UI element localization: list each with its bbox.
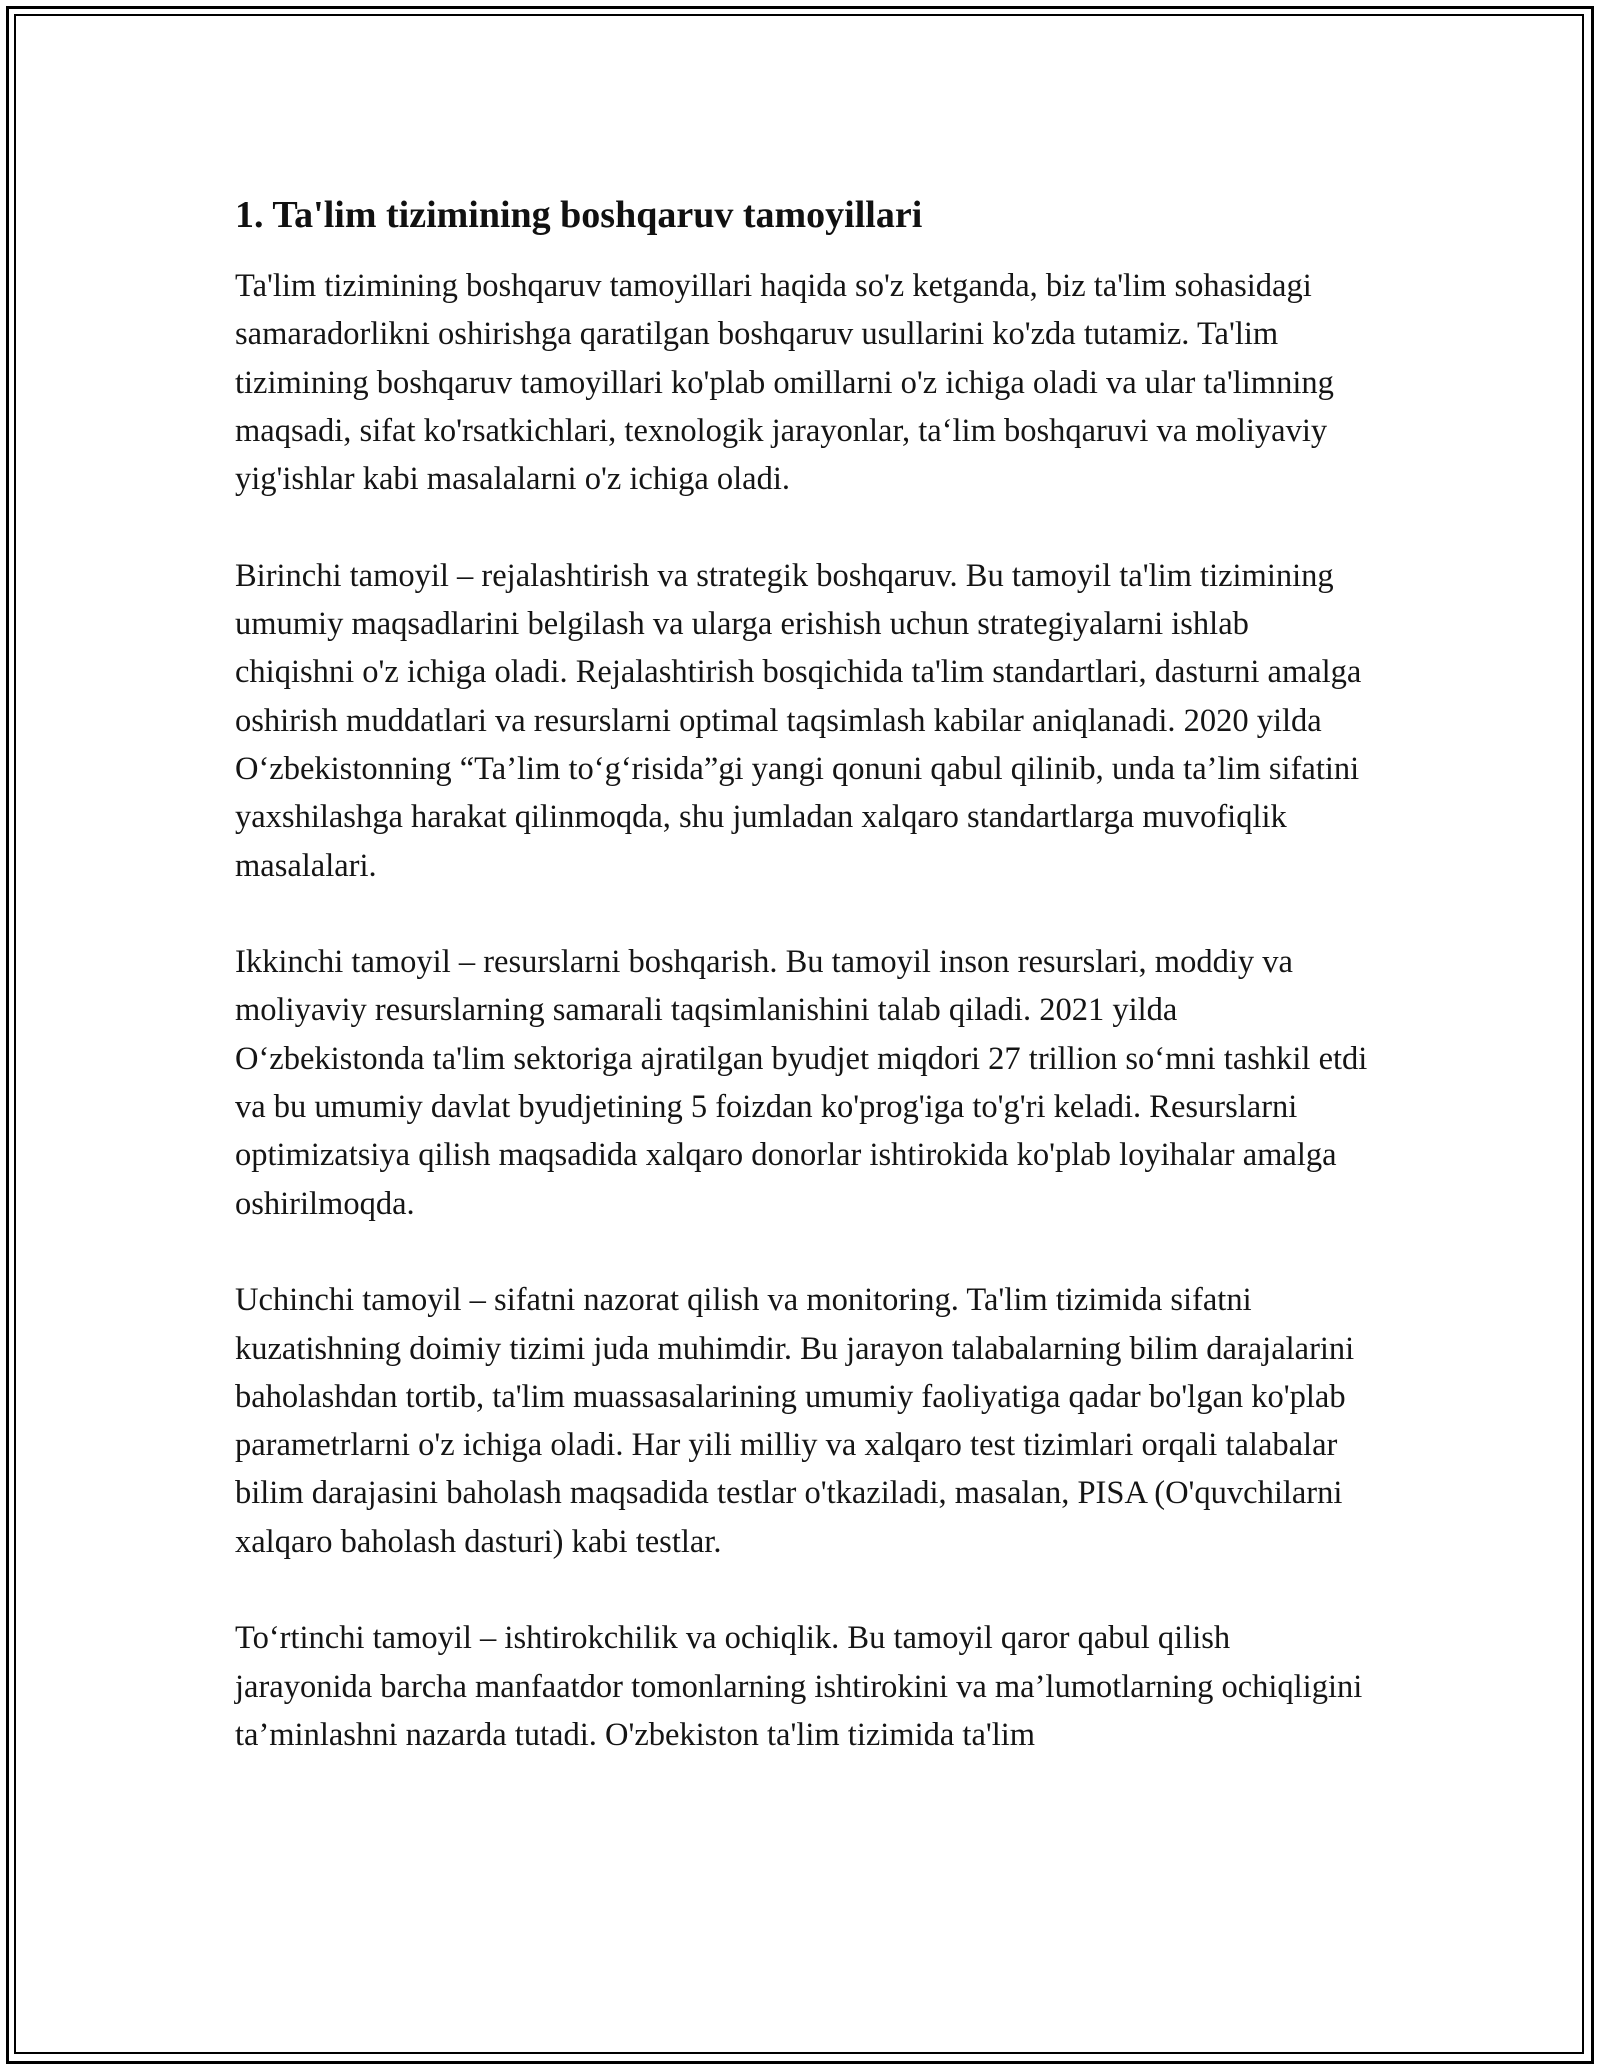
document-page (235, 190, 1370, 1808)
paragraph-second-principle: Ikkinchi tamoyil – resurslarni boshqarish. Bu tamoyil inson resurslari, moddiy va moliyaviy resurslarning samarali taqsimlanishini talab qiladi. 2021 yilda O‘zbekistonda ta'lim sektoriga ajratilgan byudjet miqdori 27 trillion so‘mni tashkil etdi va bu umumiy davlat byudjetining 5 foizdan ko'prog'iga to'g'ri keladi. Resurslarni optimizatsiya qilish maqsadida xalqaro donorlar ishtirokida ko'plab loyihalar amalga oshirilmoqda. (235, 944, 1368, 1222)
paragraph-first-principle: Birinchi tamoyil – rejalashtirish va strategik boshqaruv. Bu tamoyil ta'lim tizimining umumiy maqsadlarini belgilash va ularga erishish uchun strategiyalarni ishlab chiqishni o'z ichiga oladi. Rejalashtirish bosqichida ta'lim standartlari, dasturni amalga oshirish muddatlari va resurslarni optimal taqsimlash kabilar aniqlanadi. 2020 yilda O‘zbekistonning “Ta’lim to‘g‘risida”gi yangi qonuni qabul qilinib, unda ta’lim sifatini yaxshilashga harakat qilinmoqda, shu jumladan xalqaro standartlarga muvofiqlik masalalari. (235, 557, 1362, 884)
section-heading: 1. Ta'lim tizimining boshqaruv tamoyillari (235, 194, 923, 236)
paragraph-fourth-principle: To‘rtinchi tamoyil – ishtirokchilik va ochiqlik. Bu tamoyil qaror qabul qilish jarayonida barcha manfaatdor tomonlarning ishtirokini va ma’lumotlarning ochiqligini ta’minlashni nazarda tutadi. O'zbekiston ta'lim tizimida ta'lim (235, 1620, 1363, 1753)
paragraph-third-principle: Uchinchi tamoyil – sifatni nazorat qilish va monitoring. Ta'lim tizimida sifatni kuzatishning doimiy tizimi juda muhimdir. Bu jarayon talabalarning bilim darajalarini baholashdan tortib, ta'lim muassasalarining umumiy faoliyatiga qadar bo'lgan ko'plab parametrlarni o'z ichiga oladi. Har yili milliy va xalqaro test tizimlari orqali talabalar bilim darajasini baholash maqsadida testlar o'tkaziladi, masalan, PISA (O'quvchilarni xalqaro baholash dasturi) kabi testlar. (235, 1282, 1355, 1560)
paragraph-intro: Ta'lim tizimining boshqaruv tamoyillari haqida so'z ketganda, biz ta'lim sohasidagi samaradorlikni oshirishga qaratilgan boshqaruv usullarini ko'zda tutamiz. Ta'lim tizimining boshqaruv tamoyillari ko'plab omillarni o'z ichiga oladi va ular ta'limning maqsadi, sifat ko'rsatkichlari, texnologik jarayonlar, ta‘lim boshqaruvi va moliyaviy yig'ishlar kabi masalalarni o'z ichiga oladi. (235, 268, 1334, 498)
